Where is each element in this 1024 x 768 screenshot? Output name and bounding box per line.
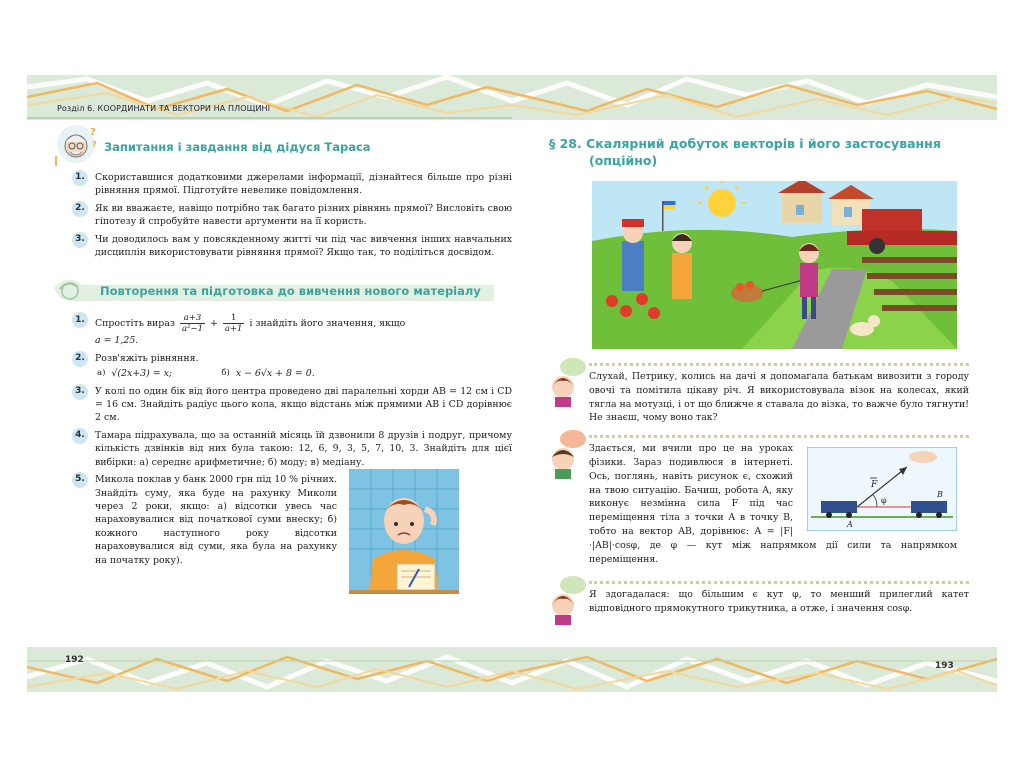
dialogue-text-1: Слухай, Петрику, колись на дачі я допомагала батькам вивозити з городу овочі та помітила цікаву річ. Я використовувала візок на колесах, який тягла на мотузці, і от що ближче я ставала до візка, то важче було тягнути! Не знаєш, чому воно так? bbox=[589, 371, 969, 424]
point-a-label: A bbox=[847, 520, 853, 530]
dialogue-text-2 bbox=[589, 442, 957, 566]
header-rule bbox=[27, 117, 512, 119]
dotted-separator bbox=[589, 581, 969, 584]
garden-scene-illustration bbox=[592, 181, 957, 349]
dialogue-block-2 bbox=[549, 435, 969, 575]
boy-avatar-icon bbox=[549, 429, 589, 479]
svg-text:?: ? bbox=[90, 127, 96, 138]
task-1-prefix: Спростіть вираз bbox=[95, 318, 176, 330]
task-2-text: Розв'яжіть рівняння. bbox=[95, 352, 199, 364]
question-item bbox=[72, 202, 512, 229]
question-item bbox=[72, 233, 512, 260]
plus-sign: + bbox=[210, 318, 218, 330]
fraction-2-denominator: a+1 bbox=[224, 324, 243, 335]
task-number: 1. bbox=[72, 312, 88, 328]
dialogue-block-3 bbox=[549, 581, 969, 616]
task-5-text: Микола поклав у банк 2000 грн під 10 % річних. Знайдіть суму, яка буде на рахунку Миколи через 2 роки, якщо: а) відсотки увесь час нараховувалися від початкової суми внеску; б) кожного наступного року відсотки нараховувалися від суми, яка була на рахунку на початку року). bbox=[95, 474, 337, 566]
fraction-2 bbox=[223, 313, 245, 334]
dotted-separator bbox=[589, 363, 969, 366]
right-page bbox=[549, 125, 969, 616]
review-task-5 bbox=[72, 473, 512, 594]
angle-label: φ bbox=[881, 496, 887, 506]
task-2-label-b: б) bbox=[221, 368, 230, 379]
task-number: 5. bbox=[72, 472, 88, 488]
task-2-label-a: а) bbox=[97, 368, 106, 379]
footer-zigzag-decoration bbox=[27, 647, 997, 692]
review-title: Повторення та підготовка до вивчення нового матеріалу bbox=[100, 284, 481, 299]
svg-text:?: ? bbox=[92, 140, 97, 149]
task-2-equation-b: x − 6√x + 8 = 0. bbox=[235, 368, 315, 380]
paragraph-title-line-2: (опційно) bbox=[589, 153, 658, 168]
task-1-condition: a = 1,25. bbox=[95, 335, 139, 347]
textbook-spread bbox=[27, 75, 997, 692]
header-band bbox=[27, 75, 997, 120]
section-label: Розділ 6. КООРДИНАТИ ТА ВЕКТОРИ НА ПЛОЩИНІ bbox=[57, 104, 271, 113]
force-label: F bbox=[871, 480, 878, 491]
grandpa-taras-icon bbox=[54, 122, 100, 168]
questions-header bbox=[72, 127, 512, 163]
task-3-text: У колі по один бік від його центра проведено дві паралельні хорди AB = 12 см і CD = 16 см. Знайдіть радіус цього кола, якщо відстань між прямими AB і CD дорівнює 2 см. bbox=[95, 385, 512, 424]
girl-avatar-icon bbox=[549, 575, 589, 625]
dialogue-text-2-body: Здається, ми вчили про це на уроках фізики. Зараз подивлюся в інтернеті. Ось, поглянь, навіть рисунок є, схожий на твою ситуацію. Бачиш, робота A, яку виконує незмінна сила F під час переміщення тіла з точки A в точку B, тобто на вектор AB, дорівнює: A = |F|·|AB|·cosφ, де φ — кут між напрямком дії сили та напрямком переміщення. bbox=[589, 443, 957, 565]
footer-band bbox=[27, 647, 997, 692]
dotted-separator bbox=[589, 435, 969, 438]
review-task-1 bbox=[72, 313, 512, 347]
review-task-2 bbox=[72, 352, 512, 381]
review-header bbox=[72, 273, 512, 303]
task-2-equation-a: √(2x+3) = x; bbox=[111, 368, 173, 380]
dialogue-text-3: Я здогадалася: що більшим є кут φ, то менший прилеглий катет відповідного прямокутного трикутника, а отже, і значення cosφ. bbox=[589, 589, 969, 614]
figure-float-spacer bbox=[793, 442, 957, 530]
question-number: 3. bbox=[72, 232, 88, 248]
review-task-4 bbox=[72, 429, 512, 469]
task-number: 4. bbox=[72, 428, 88, 444]
question-number: 1. bbox=[72, 170, 88, 186]
left-page bbox=[72, 125, 512, 594]
girl-avatar-icon bbox=[549, 357, 589, 407]
question-text: Як ви вважаєте, навіщо потрібно так багато різних рівнянь прямої? Висловіть свою гіпотезу й спробуйте навести аргументи на її користь. bbox=[95, 202, 512, 228]
question-number: 2. bbox=[72, 201, 88, 217]
page-number-right: 193 bbox=[935, 661, 954, 671]
question-item bbox=[72, 171, 512, 198]
fraction-1-numerator: a+3 bbox=[180, 313, 205, 324]
question-text: Чи доводилось вам у повсякденному житті чи під час вивчення інших навчальних дисциплін використовувати рівняння прямої? Якщо так, то поділіться досвідом. bbox=[95, 233, 512, 259]
task-number: 2. bbox=[72, 351, 88, 367]
fraction-1 bbox=[180, 313, 205, 334]
task-number: 3. bbox=[72, 384, 88, 400]
question-text: Скориставшися додатковими джерелами інформації, дізнайтеся більше про різні рівняння прямої. Підготуйте невелике повідомлення. bbox=[95, 172, 512, 197]
dialogue-block-1 bbox=[549, 363, 969, 425]
questions-title: Запитання і завдання від дідуся Тараса bbox=[104, 140, 371, 154]
review-task-3 bbox=[72, 385, 512, 425]
task-1-middle: і знайдіть його значення, якщо bbox=[249, 318, 406, 330]
page-number-left: 192 bbox=[65, 655, 84, 665]
paragraph-title-line-1: § 28. Скалярний добуток векторів і його застосування bbox=[549, 136, 941, 151]
header-zigzag-decoration bbox=[27, 75, 997, 120]
task-4-text: Тамара підрахувала, що за останній місяць їй дзвонили 8 друзів і подруг, причому кількість дзвінків від них була такою: 12, 6, 9, 3, 5, 7, 10, 3. Знайдіть для цієї вибірки: а) середнє арифметичне; б) моду; в) медіану. bbox=[95, 429, 512, 468]
fraction-1-denominator: a²−1 bbox=[182, 324, 204, 335]
point-b-label: B bbox=[937, 490, 943, 500]
thinking-boy-illustration bbox=[349, 469, 459, 594]
fraction-2-numerator: 1 bbox=[223, 313, 245, 324]
